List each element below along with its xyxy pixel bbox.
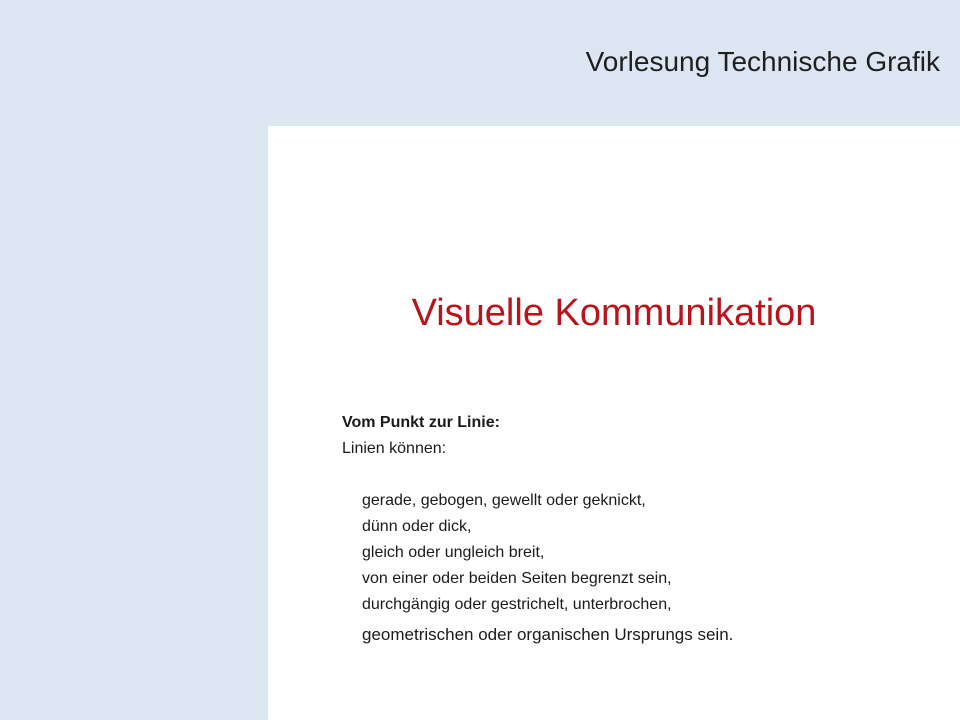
line-properties-list [342,488,922,648]
list-item: gerade, gebogen, gewellt oder geknickt, [362,492,646,509]
list-item: gleich oder ungleich breit, [362,544,545,561]
list-item: von einer oder beiden Seiten begrenzt sein, [362,570,672,587]
section-heading: Vom Punkt zur Linie: [342,414,500,431]
slide-title: Visuelle Kommunikation [411,292,817,334]
header-title: Vorlesung Technische Grafik [585,46,940,77]
list-item: durchgängig oder gestrichelt, unterbrochen, [362,596,672,613]
list-item: dünn oder dick, [362,518,472,535]
slide-body [342,410,922,648]
list-item: geometrischen oder organischen Ursprungs sein. [362,625,734,644]
intro-line: Linien können: [342,440,447,457]
